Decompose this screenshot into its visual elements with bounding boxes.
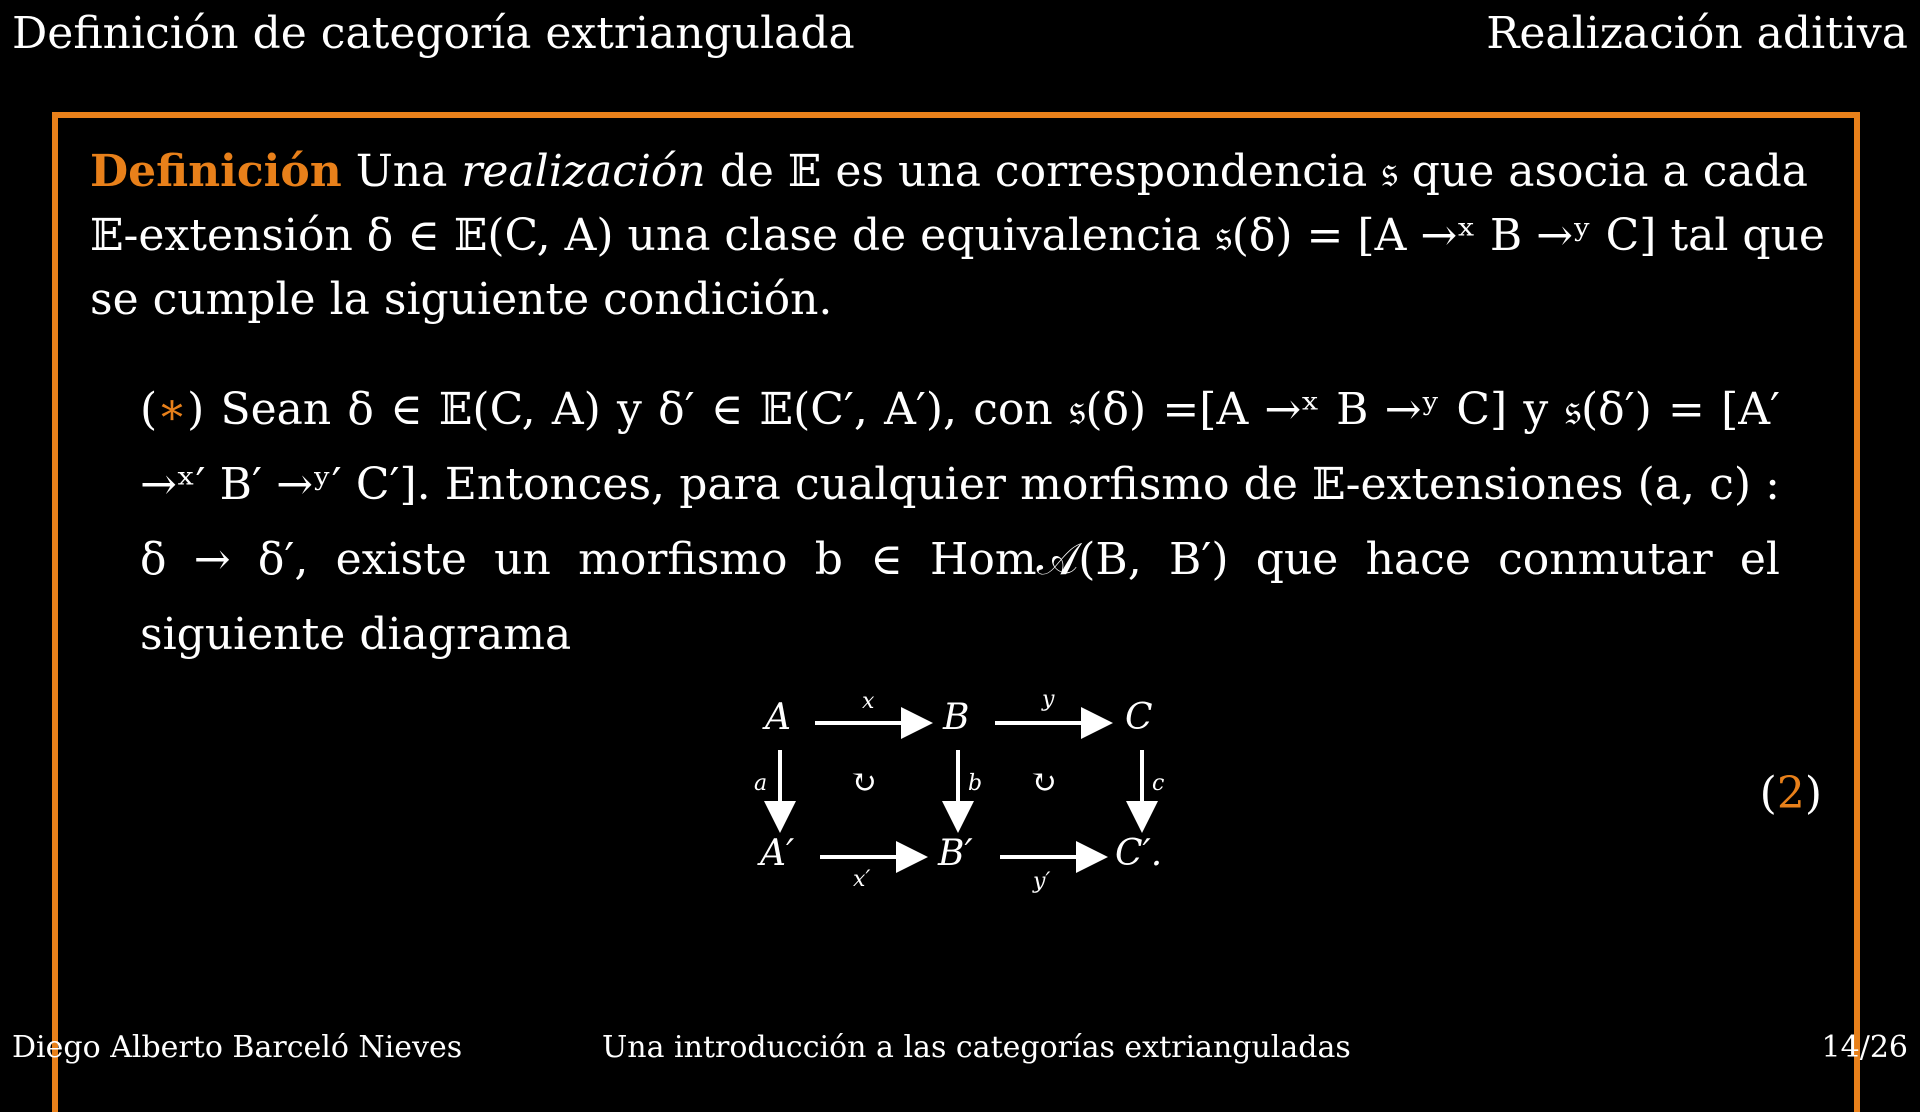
commutes-icon-left: ↻ <box>850 763 877 801</box>
footer-title: Una introducción a las categorías extrianguladas <box>602 1030 1351 1065</box>
subsection-title: Realización aditiva <box>1486 8 1908 59</box>
node-B: B <box>943 697 970 738</box>
label-c: c <box>1152 771 1165 796</box>
equation-number-value: 2 <box>1776 768 1805 819</box>
node-A: A <box>765 697 791 738</box>
definition-term: realización <box>461 146 706 197</box>
equation-number: (2) <box>1759 768 1822 819</box>
node-C-prime: C′. <box>1115 833 1163 874</box>
node-B-prime: B′ <box>938 833 973 874</box>
label-y-prime: y′ <box>1033 869 1051 894</box>
condition-marker: ∗ <box>157 384 188 435</box>
definition-part-1: Una <box>341 146 462 197</box>
label-x-prime: x′ <box>853 867 871 892</box>
footer-page-number: 14/26 <box>1821 1030 1908 1065</box>
commutative-diagram <box>740 685 1180 910</box>
condition-body: Sean δ ∈ 𝔼(C, A) y δ′ ∈ 𝔼(C′, A′), con 𝔰(δ) =[A →ˣ B →ʸ C] y 𝔰(δ′) = [A′ →ˣ′ B′ →ʸ′ C′]. Entonces, para cualquier morfismo de 𝔼-extensiones (a, c) : δ → δ′, existe un morfismo b ∈ Hom𝒜(B, B′) que hace conmutar el siguiente diagrama <box>140 384 1780 660</box>
definition-part-2: de 𝔼 es una correspondencia 𝔰 que asocia a cada 𝔼-extensión δ ∈ 𝔼(C, A) una clase de equivalencia 𝔰(δ) = [A →ˣ B →ʸ C] tal que se cumple la siguiente condición. <box>90 146 1825 325</box>
label-b: b <box>968 771 983 796</box>
node-C: C <box>1125 697 1153 738</box>
definition-keyword: Definición <box>90 146 342 197</box>
condition-text: (∗) Sean δ ∈ 𝔼(C, A) y δ′ ∈ 𝔼(C′, A′), con 𝔰(δ) =[A →ˣ B →ʸ C] y 𝔰(δ′) = [A′ →ˣ′ B′ →ʸ′ C′]. Entonces, para cualquier morfismo de 𝔼-extensiones (a, c) : δ → δ′, existe un morfismo b ∈ Hom𝒜(B, B′) que hace conmutar el siguiente diagrama <box>140 384 1780 660</box>
node-A-prime: A′ <box>760 833 795 874</box>
label-y: y <box>1042 687 1055 712</box>
footer-author: Diego Alberto Barceló Nieves <box>12 1030 463 1065</box>
label-x: x <box>862 689 875 714</box>
commutes-icon-right: ↻ <box>1030 763 1057 801</box>
section-title: Definición de categoría extriangulada <box>12 8 855 59</box>
label-a: a <box>754 771 768 796</box>
definition-text <box>90 140 1830 332</box>
